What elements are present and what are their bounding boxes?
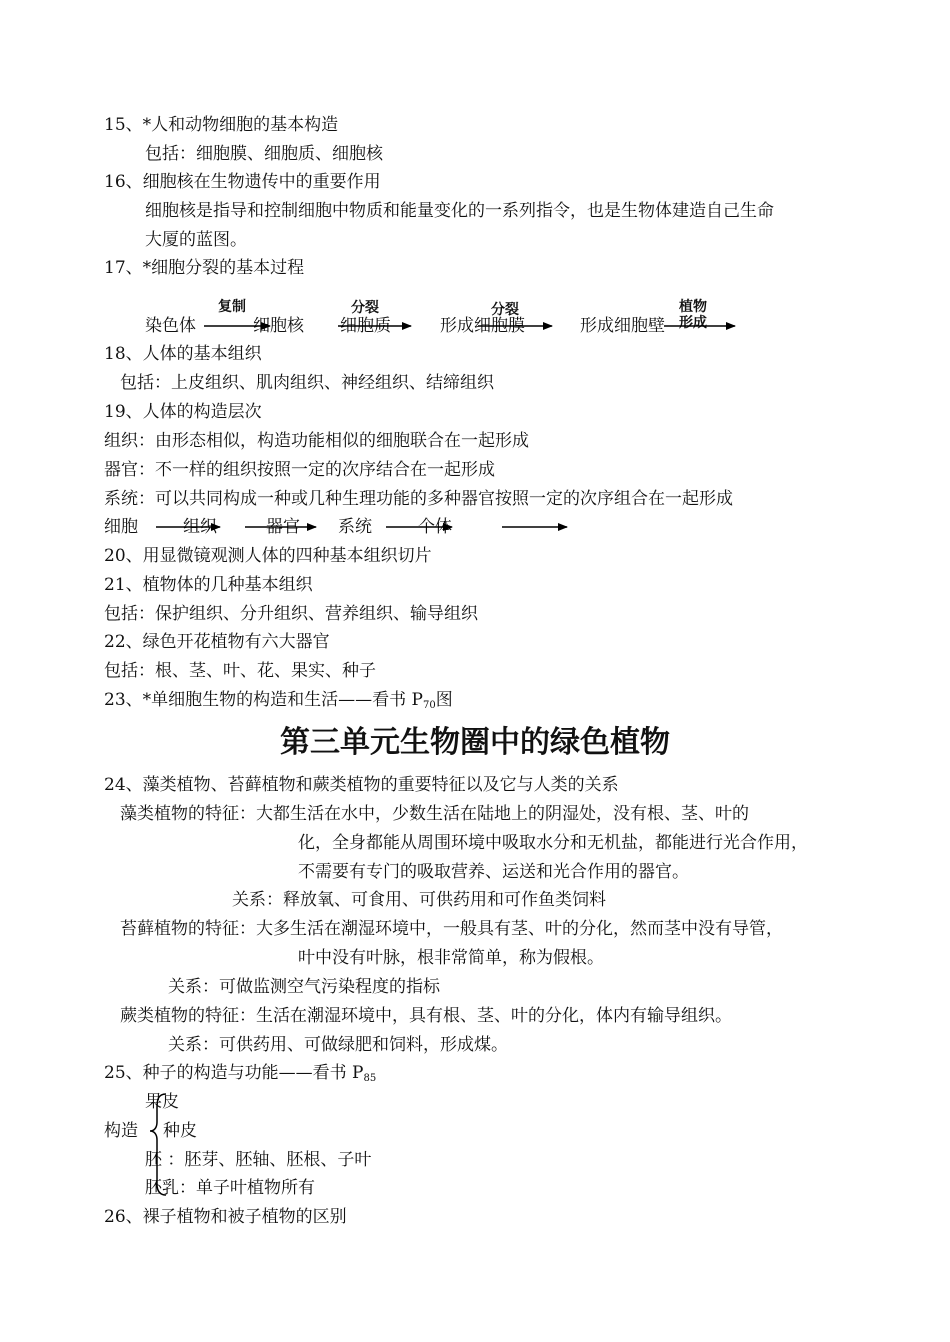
section-15-heading: 15、*人和动物细胞的基本构造 [104,115,339,135]
flow-individual: 个体 [418,517,452,537]
algae-features-line3: 不需要有专门的吸取营养、运送和光合作用的器官。 [298,862,689,882]
flow-label-plant: 植物 [679,299,707,315]
section-15-body: 包括：细胞膜、细胞质、细胞核 [145,144,383,164]
flow-node-chromosome: 染色体 [145,316,196,336]
flow-label-divide-1: 分裂 [351,300,379,316]
algae-features-line2: 化，全身都能从周围环境中吸取水分和无机盐，都能进行光合作用， [298,833,808,853]
seed-item-embryo: 胚 ：胚芽、胚轴、胚根、子叶 [145,1150,372,1170]
flow-node-wall: 形成细胞壁 [580,316,665,336]
algae-relation: 关系：释放氧、可食用、可供药用和可作鱼类饲料 [232,890,606,910]
flow-node-nucleus: 细胞核 [253,316,304,336]
section-19-tissue: 组织：由形态相似，构造功能相似的细胞联合在一起形成 [104,431,529,451]
section-16-heading: 16、细胞核在生物遗传中的重要作用 [104,172,381,192]
seed-item-endosperm: 胚乳：单子叶植物所有 [145,1178,315,1198]
section-19-system: 系统：可以共同构成一种或几种生理功能的多种器官按照一定的次序组合在一起形成 [104,489,733,509]
moss-relation: 关系：可做监测空气污染程度的指标 [168,977,440,997]
seed-item-pericarp: 果皮 [145,1092,179,1112]
flow-node-membrane: 形成细胞膜 [440,316,525,336]
flow-cell: 细胞 [104,517,138,537]
algae-features-line1: 藻类植物的特征：大都生活在水中，少数生活在陆地上的阴湿处，没有根、茎、叶的 [120,804,749,824]
flow-system: 系统 [338,517,372,537]
fern-features: 蕨类植物的特征：生活在潮湿环境中，具有根、茎、叶的分化，体内有输导组织。 [120,1006,732,1026]
section-18-heading: 18、人体的基本组织 [104,344,262,364]
section-19-heading: 19、人体的构造层次 [104,402,262,422]
section-23-heading: 23、*单细胞生物的构造和生活——看书 $P_{70}$图 [104,690,453,711]
section-26-heading: 26、裸子植物和被子植物的区别 [104,1207,347,1227]
flow-node-cytoplasm: 细胞质 [340,316,391,336]
flow-label-divide-2: 分裂 [491,302,519,318]
section-22-heading: 22、绿色开花植物有六大器官 [104,632,330,652]
fern-relation: 关系：可供药用、可做绿肥和饲料，形成煤。 [168,1035,508,1055]
section-19-organ: 器官：不一样的组织按照一定的次序结合在一起形成 [104,460,495,480]
moss-features-line1: 苔藓植物的特征：大多生活在潮湿环境中，一般具有茎、叶的分化，然而茎中没有导管， [120,919,783,939]
section-25-heading: 25、种子的构造与功能——看书 $P_{85}$ [104,1063,377,1084]
section-22-body: 包括：根、茎、叶、花、果实、种子 [104,661,376,681]
section-24-heading: 24、藻类植物、苔藓植物和蕨类植物的重要特征以及它与人类的关系 [104,775,619,795]
section-16-body-line1: 细胞核是指导和控制细胞中物质和能量变化的一系列指令，也是生物体建造自己生命 [145,201,774,221]
flow-label-replicate: 复制 [218,299,246,315]
moss-features-line2: 叶中没有叶脉，根非常简单，称为假根。 [298,948,604,968]
seed-structure-label: 构造 [104,1121,138,1141]
section-20-heading: 20、用显微镜观测人体的四种基本组织切片 [104,546,432,566]
unit-title: 第三单元生物圈中的绿色植物 [280,725,670,760]
section-18-body: 包括：上皮组织、肌肉组织、神经组织、结缔组织 [120,373,494,393]
section-17-heading: 17、*细胞分裂的基本过程 [104,258,305,278]
flow-label-form: 形成 [679,315,707,331]
flow-organ: 器官 [266,517,300,537]
section-16-body-line2: 大厦的蓝图。 [145,230,247,250]
section-21-heading: 21、植物体的几种基本组织 [104,575,313,595]
flow-tissue: 组织 [183,517,217,537]
seed-item-seed-coat: 种皮 [163,1121,197,1141]
section-21-body: 包括：保护组织、分升组织、营养组织、输导组织 [104,604,478,624]
